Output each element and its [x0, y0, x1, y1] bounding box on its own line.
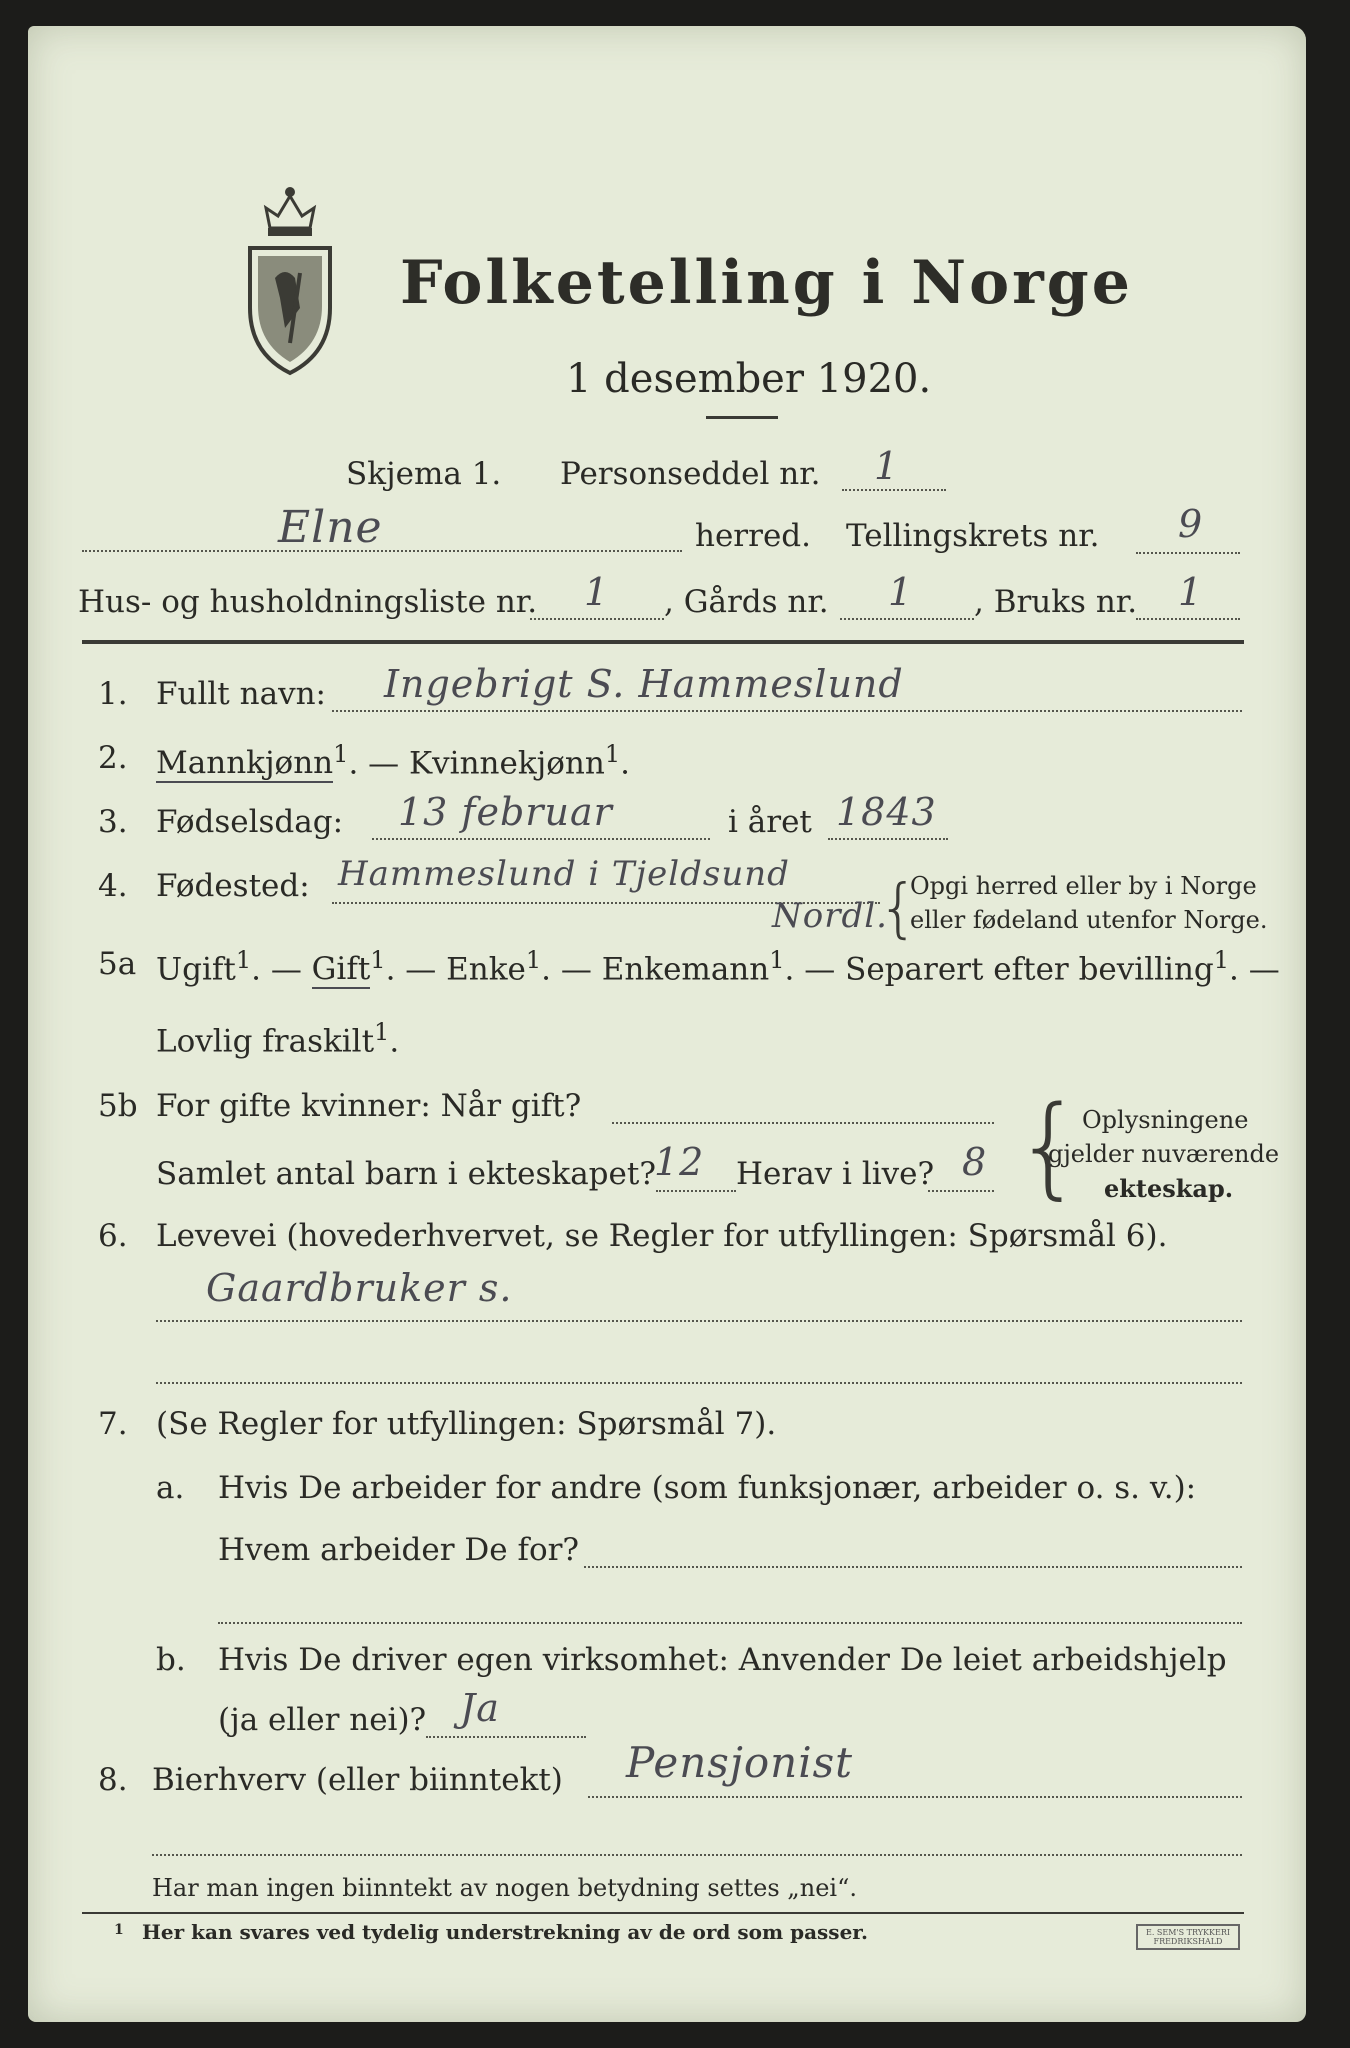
- footer-rule: [82, 1912, 1244, 1914]
- bierhverv-line-2: [152, 1854, 1242, 1856]
- personseddel-label: Personseddel nr.: [560, 456, 821, 492]
- bierhverv-line: [588, 1796, 1242, 1798]
- personseddel-value[interactable]: 1: [874, 444, 900, 488]
- separator: . —: [251, 951, 312, 988]
- printer-mark: E. SEM'S TRYKKERI FREDRIKSHALD: [1136, 1924, 1240, 1950]
- fraskilt-row: [156, 1018, 399, 1059]
- footnote-ref: 1: [370, 946, 386, 974]
- fullt-navn-label: Fullt navn:: [156, 676, 326, 712]
- fodselsdag-label: Fødselsdag:: [156, 804, 344, 840]
- footnote-ref: 1: [604, 740, 621, 768]
- q7a-text-2: Hvem arbeider De for?: [218, 1532, 580, 1568]
- q7b-letter: b.: [156, 1642, 186, 1678]
- fodested-note-2: eller fødeland utenfor Norge.: [910, 906, 1268, 934]
- year-label: i året: [728, 804, 812, 840]
- separator: . —: [385, 951, 447, 988]
- q7-number: 7.: [98, 1406, 128, 1442]
- nei-note: Har man ingen biinntekt av nogen betydning settes „nei“.: [152, 1874, 857, 1902]
- ugift-option[interactable]: Ugift: [156, 951, 236, 988]
- q3-number: 3.: [98, 804, 128, 840]
- herred-value[interactable]: Elne: [278, 502, 383, 553]
- footnote-mark: 1: [114, 1922, 124, 1938]
- fullt-navn-value[interactable]: Ingebrigt S. Hammeslund: [384, 662, 904, 706]
- separator: . —: [541, 951, 602, 988]
- bruks-label: , Bruks nr.: [974, 584, 1138, 620]
- husliste-label: Hus- og husholdningsliste nr.: [78, 584, 538, 620]
- personseddel-line: [842, 489, 946, 491]
- kvinnekjonn-option[interactable]: . — Kvinnekjønn: [348, 745, 605, 782]
- fodested-note-1: Opgi herred eller by i Norge: [910, 872, 1257, 900]
- q6-number: 6.: [98, 1218, 128, 1254]
- fodselsdag-value[interactable]: 13 februar: [398, 790, 613, 834]
- bierhverv-label: Bierhverv (eller biinntekt): [152, 1762, 563, 1798]
- husliste-value[interactable]: 1: [584, 570, 610, 614]
- period: .: [620, 745, 630, 782]
- tellingskrets-line: [1136, 552, 1240, 554]
- footnote-ref: 1: [525, 946, 542, 974]
- footnote-ref: 1: [333, 740, 349, 768]
- i-live-line: [928, 1190, 994, 1192]
- separert-option[interactable]: Separert efter bevilling: [845, 951, 1214, 988]
- fullt-navn-line: [332, 710, 1242, 712]
- note-brace: {: [878, 872, 919, 946]
- gift-option[interactable]: Gift: [311, 951, 371, 988]
- title-divider: [706, 416, 778, 419]
- footnote-ref: 1: [374, 1018, 390, 1046]
- fodselsdag-line: [372, 838, 710, 840]
- footnote-ref: 1: [769, 946, 785, 974]
- arbeider-for-line-2: [218, 1622, 1242, 1624]
- levevei-label: Levevei (hovederhvervet, se Regler for utfyllingen: Spørsmål 6).: [156, 1218, 1168, 1254]
- fraskilt-option[interactable]: Lovlig fraskilt: [156, 1023, 375, 1060]
- gards-value[interactable]: 1: [888, 570, 914, 614]
- antal-barn-label: Samlet antal barn i ekteskapet?: [156, 1156, 656, 1192]
- ekteskap-note-2: gjelder nuværende: [1048, 1140, 1280, 1168]
- bierhverv-value[interactable]: Pensjonist: [626, 1738, 854, 1787]
- antal-barn-line: [656, 1190, 736, 1192]
- q1-number: 1.: [98, 676, 128, 712]
- header-rule: [82, 640, 1244, 644]
- fodested-value[interactable]: Hammeslund i Tjeldsund: [338, 854, 790, 894]
- levevei-line-2: [156, 1382, 1242, 1384]
- q7a-letter: a.: [156, 1470, 185, 1506]
- q7b-text: Hvis De driver egen virksomhet: Anvender De leiet arbeidshjelp: [218, 1642, 1227, 1678]
- separator: . —: [784, 951, 846, 988]
- period: .: [389, 1023, 400, 1060]
- nar-gift-label: For gifte kvinner: Når gift?: [156, 1088, 582, 1124]
- kjonn-options: [156, 740, 630, 781]
- footnote-ref: 1: [235, 946, 252, 974]
- q7-label: (Se Regler for utfyllingen: Spørsmål 7).: [156, 1406, 777, 1442]
- antal-barn-value[interactable]: 12: [654, 1140, 705, 1184]
- bruks-line: [1136, 618, 1240, 620]
- year-line: [828, 838, 948, 840]
- ekteskap-note-1: Oplysningene: [1082, 1106, 1249, 1134]
- tellingskrets-label: Tellingskrets nr.: [846, 518, 1100, 554]
- q5a-number: 5a: [98, 946, 137, 982]
- year-value[interactable]: 1843: [836, 790, 937, 834]
- gards-line: [840, 618, 974, 620]
- form-title: Folketelling i Norge: [400, 248, 1133, 318]
- mannkjonn-option[interactable]: Mannkjønn: [156, 745, 334, 782]
- tellingskrets-value[interactable]: 9: [1178, 502, 1204, 546]
- herred-label: herred.: [695, 518, 811, 554]
- nar-gift-line: [612, 1122, 994, 1124]
- fodested-value-2[interactable]: Nordl.: [772, 896, 888, 936]
- fodested-label: Fødested:: [156, 868, 310, 904]
- note-brace: {: [1014, 1082, 1084, 1210]
- census-form: [28, 26, 1306, 2022]
- q2-number: 2.: [98, 740, 128, 776]
- q5b-number: 5b: [98, 1088, 138, 1124]
- arbeider-for-line: [584, 1566, 1242, 1568]
- footnote-ref: 1: [1213, 946, 1230, 974]
- coat-of-arms-icon: [240, 178, 340, 378]
- levevei-line-1: [156, 1320, 1242, 1322]
- q4-number: 4.: [98, 868, 128, 904]
- footnote-text: Her kan svares ved tydelig understrekning av de ord som passer.: [142, 1920, 868, 1944]
- separator: . —: [1229, 951, 1280, 988]
- q8-number: 8.: [98, 1762, 128, 1798]
- enkemann-option[interactable]: Enkemann: [601, 951, 770, 988]
- enke-option[interactable]: Enke: [446, 951, 526, 988]
- levevei-value[interactable]: Gaardbruker s.: [206, 1266, 513, 1310]
- gards-label: , Gårds nr.: [664, 584, 829, 620]
- ja-nei-line: [426, 1736, 586, 1738]
- sivilstand-options: [156, 946, 1280, 987]
- ja-nei-value[interactable]: Ja: [460, 1686, 500, 1730]
- ekteskap-note-3: ekteskap.: [1104, 1174, 1234, 1203]
- i-live-label: Herav i live?: [736, 1156, 935, 1192]
- i-live-value[interactable]: 8: [962, 1140, 988, 1184]
- q7b-text-2: (ja eller nei)?: [218, 1702, 427, 1738]
- bruks-value[interactable]: 1: [1178, 570, 1204, 614]
- schema-label: Skjema 1.: [346, 456, 502, 492]
- q7a-text: Hvis De arbeider for andre (som funksjonær, arbeider o. s. v.):: [218, 1470, 1197, 1506]
- husliste-line: [530, 618, 664, 620]
- census-date: 1 desember 1920.: [566, 356, 932, 402]
